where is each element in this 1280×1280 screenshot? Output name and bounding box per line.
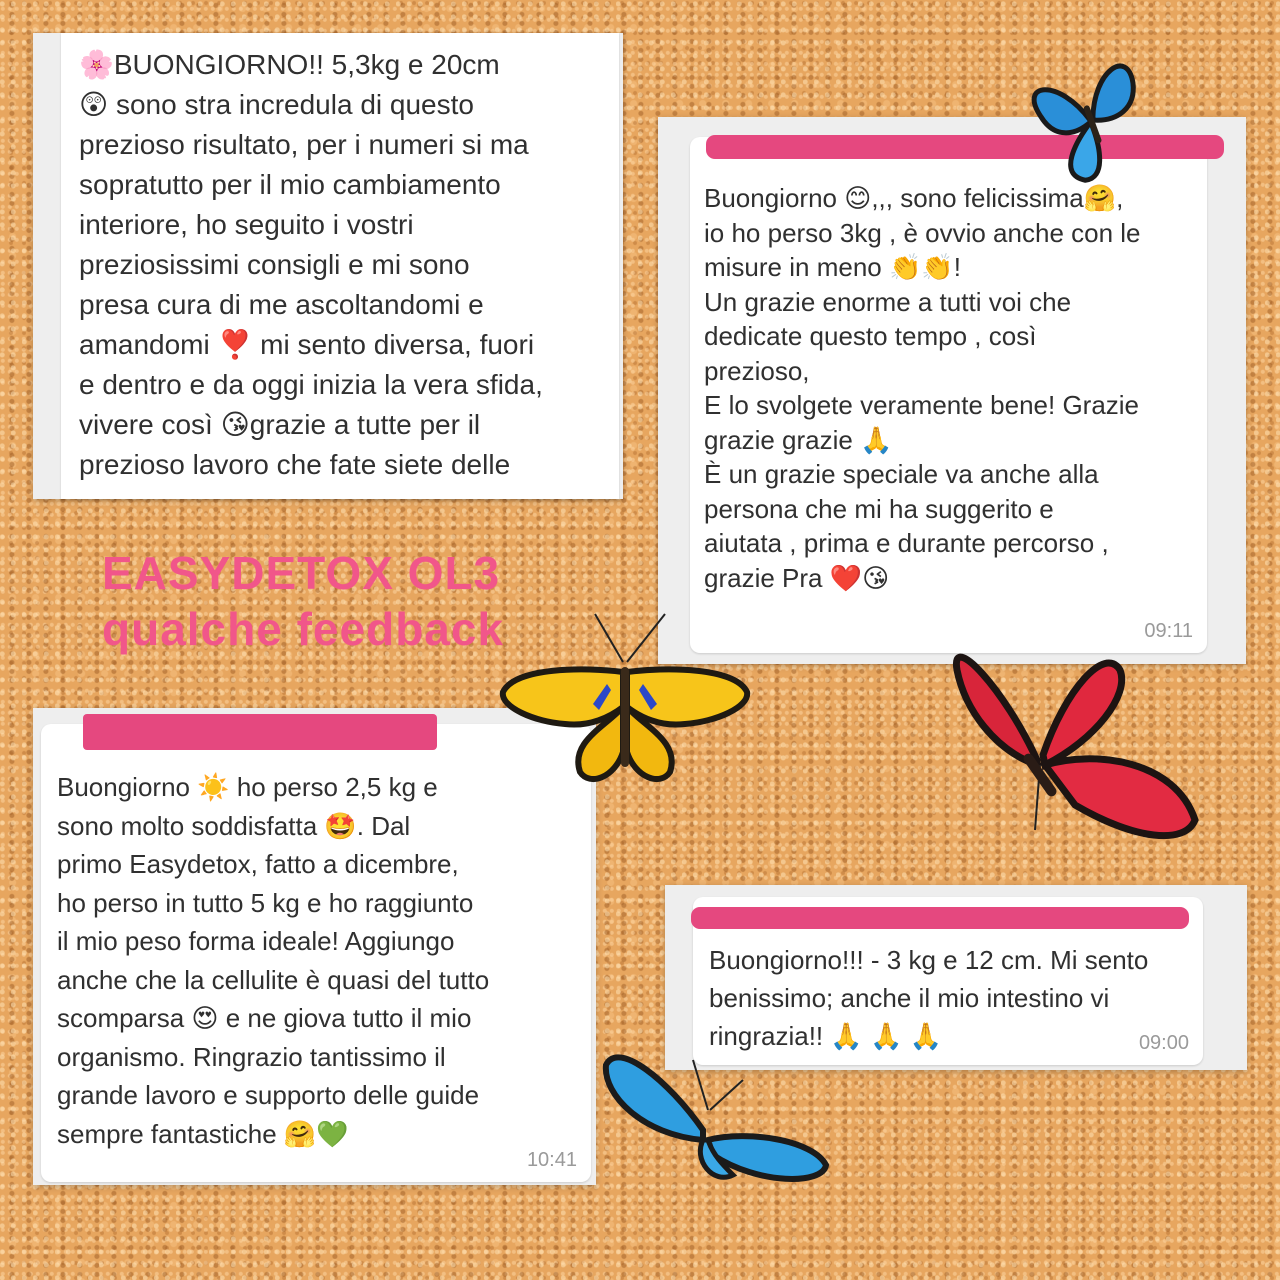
overlay-subtitle: qualche feedback [102, 603, 505, 655]
message-bubble-1 [61, 33, 619, 499]
blue-butterfly-icon [1015, 50, 1165, 185]
red-butterfly-icon [945, 630, 1205, 855]
blue-butterfly-icon-2 [598, 1040, 833, 1190]
message-text-2: Buongiorno 😊,,, sono felicissima🤗, io ho perso 3kg , è ovvio anche con le misure in meno 👏👏! Un grazie enorme a tutti voi che dedicate questo tempo , così prezioso, E lo svolgete veramente bene! Grazie grazie grazie 🙏 È un grazie speciale va anche alla persona che mi ha suggerito e aiutata , prima e durante percorso , grazie Pra ❤️😘 [704, 183, 1141, 593]
message-text-4: Buongiorno!!! - 3 kg e 12 cm. Mi sento benissimo; anche il mio intestino vi ringrazia!! 🙏 🙏 🙏 [709, 945, 1149, 1051]
redacted-name-bar-4 [691, 907, 1189, 929]
yellow-butterfly-icon [495, 612, 755, 787]
screenshot-panel-1 [33, 33, 623, 499]
screenshot-panel-2 [658, 117, 1246, 664]
message-bubble-3 [41, 724, 591, 1182]
redacted-name-bar-3 [83, 714, 437, 750]
overlay-title: EASYDETOX OL3 [102, 547, 501, 599]
message-time-4: 09:00 [1138, 1032, 1189, 1054]
message-bubble-2 [690, 137, 1207, 653]
message-text-3: Buongiorno ☀️ ho perso 2,5 kg e sono molto soddisfatta 🤩. Dal primo Easydetox, fatto a dicembre, ho perso in tutto 5 kg e ho raggiunto il mio peso forma ideale! Aggiungo anche che la cellulite è quasi del tutto scomparsa 😍 e ne giova tutto il mio organismo. Ringrazio tantissimo il grande lavoro e supporto delle guide sempre fantastiche 🤗💚 [57, 772, 490, 1149]
message-time-3: 10:41 [526, 1149, 577, 1171]
message-text-1: 🌸BUONGIORNO!! 5,3kg e 20cm 😲 sono stra incredula di questo prezioso risultato, per i numeri si ma sopratutto per il mio cambiamento interiore, ho seguito i vostri preziosissimi consigli e mi sono presa cura di me ascoltandomi e amandomi ❣️ mi sento diversa, fuori e dentro e da oggi inizia la vera sfida, vivere così 😘grazie a tutte per il prezioso lavoro che fate siete delle [79, 49, 543, 480]
message-time-2: 09:11 [1144, 620, 1193, 642]
